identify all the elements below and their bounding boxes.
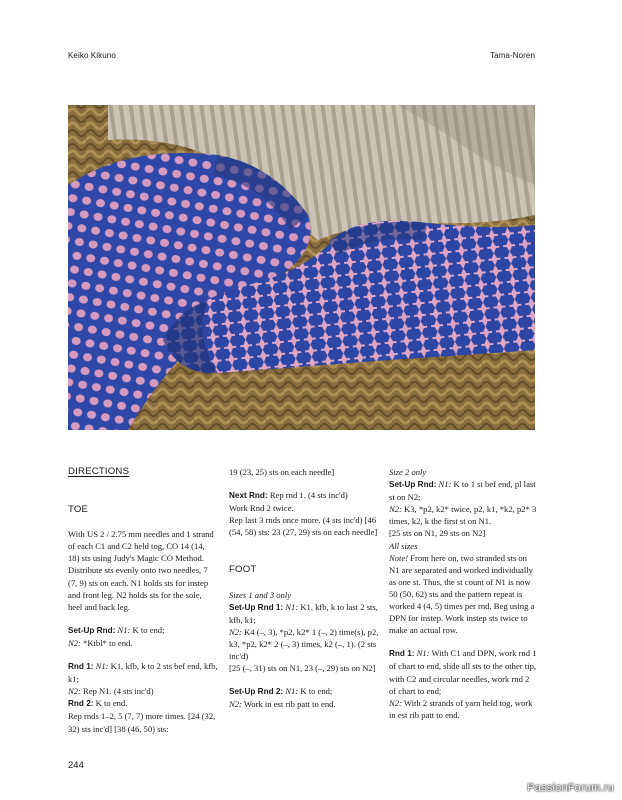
rnd2: Rnd 2: K to end. — [68, 698, 128, 709]
size2-setup-n1: Set-Up Rnd: N1: K to 1 st bef end, pl last st on N2; — [389, 479, 536, 503]
sizes-1-3-label: Sizes 1 and 3 only — [229, 589, 292, 600]
page-number: 244 — [68, 760, 84, 771]
note-paragraph: Note! From here on, two stranded sts on N1 are separated and worked individually as one st. Thus, the st count of N1 is now 50 (50, 62) sts and the pattern repeat is worked 4 (4, 5) times per rnd. Beg using a DPN for instep. Work instep sts twice to make an actual row. — [389, 552, 535, 636]
toe-paragraph: With US 2 / 2.75 mm needles and 1 strand of each C1 and C2 held tog, CO 14 (14, 18) sts using Judy's Magic CO Method. Distribute sts evenly onto two needles, 7 (7, 9) sts on each. N1 holds sts for instep and front leg. N2 holds sts for the sole, heel and back leg. — [68, 529, 214, 612]
setup-rnd2-n1: Set-Up Rnd 2: N1: K to end; — [229, 686, 333, 697]
stitch-count-continued: 19 (23, 25) sts on each needle] — [229, 467, 335, 477]
setup-rnd1-n1: Set-Up Rnd 1: N1: K1, kfb, k to last 2 sts, kfb, k1; — [229, 601, 378, 625]
setup-rnd-n1: Set-Up Rnd: N1: K to end; — [68, 624, 165, 635]
all-sizes-label: All sizes — [389, 540, 418, 551]
size2-result: [25 sts on N1, 29 sts on N2] — [389, 528, 486, 539]
directions-heading: DIRECTIONS — [68, 466, 130, 477]
rnd1-n1: Rnd 1: N1: K1, kfb, k to 2 sts bef end, kfb, k1; — [68, 661, 218, 685]
watermark: PassionForum.ru — [527, 782, 614, 794]
toe-heading: TOE — [68, 504, 89, 516]
author-name: Keiko Kikuno — [68, 51, 116, 60]
next-rnd: Next Rnd: Rep rnd 1. (4 sts inc'd) — [229, 490, 348, 501]
size2-setup-n2: N2: K3, *p2, k2* twice, p2, k1, *k2, p2* 3 times, k2, k the first st on N1. — [389, 504, 537, 527]
setup-rnd1-result: [25 (–, 31) sts on N1, 23 (–, 29) sts on N2] — [229, 663, 376, 674]
foot-rnd1-n1: Rnd 1: N1: With C1 and DPN, work rnd 1 of chart to end, slide all sts to the other tip, with C2 and circular needles, work rnd 2 of chart to end; — [389, 648, 537, 696]
column-1 — [68, 466, 218, 746]
setup-rnd2-n2: N2: Work in est rib patt to end. — [229, 699, 336, 710]
pattern-name: Tama-Noren — [489, 51, 535, 60]
sock-photo — [68, 105, 535, 430]
foot-heading: FOOT — [229, 564, 257, 576]
column-2 — [229, 466, 379, 721]
foot-rnd1-n2: N2: With 2 strands of yarn held tog, work in est rib patt to end. — [389, 697, 533, 720]
repeat-paragraph: Rep rnds 1–2, 5 (7, 7) more times. [24 (32, 32) sts inc'd] [38 (46, 50) sts: — [68, 711, 216, 734]
work-rnd2-line: Work Rnd 2 twice. — [229, 503, 294, 514]
setup-rnd1-n2: N2: K4 (–, 3), *p2, k2* 1 (–, 2) time(s), p2, k3, *p2, k2* 2 (–, 3) times, k2 (–, 1). (2 sts inc'd) — [229, 626, 379, 662]
size-2-label: Size 2 only — [389, 467, 427, 477]
rnd1-n2: N2: Rep N1. (4 sts inc'd) — [68, 686, 154, 697]
column-3 — [389, 466, 537, 732]
setup-rnd-n2: N2: *Ktbl* to end. — [68, 637, 133, 648]
repeat-last-paragraph: Rep last 3 rnds once more. (4 sts inc'd) [46 (54, 58) sts: 23 (27, 29) sts on each needle] — [229, 515, 378, 538]
